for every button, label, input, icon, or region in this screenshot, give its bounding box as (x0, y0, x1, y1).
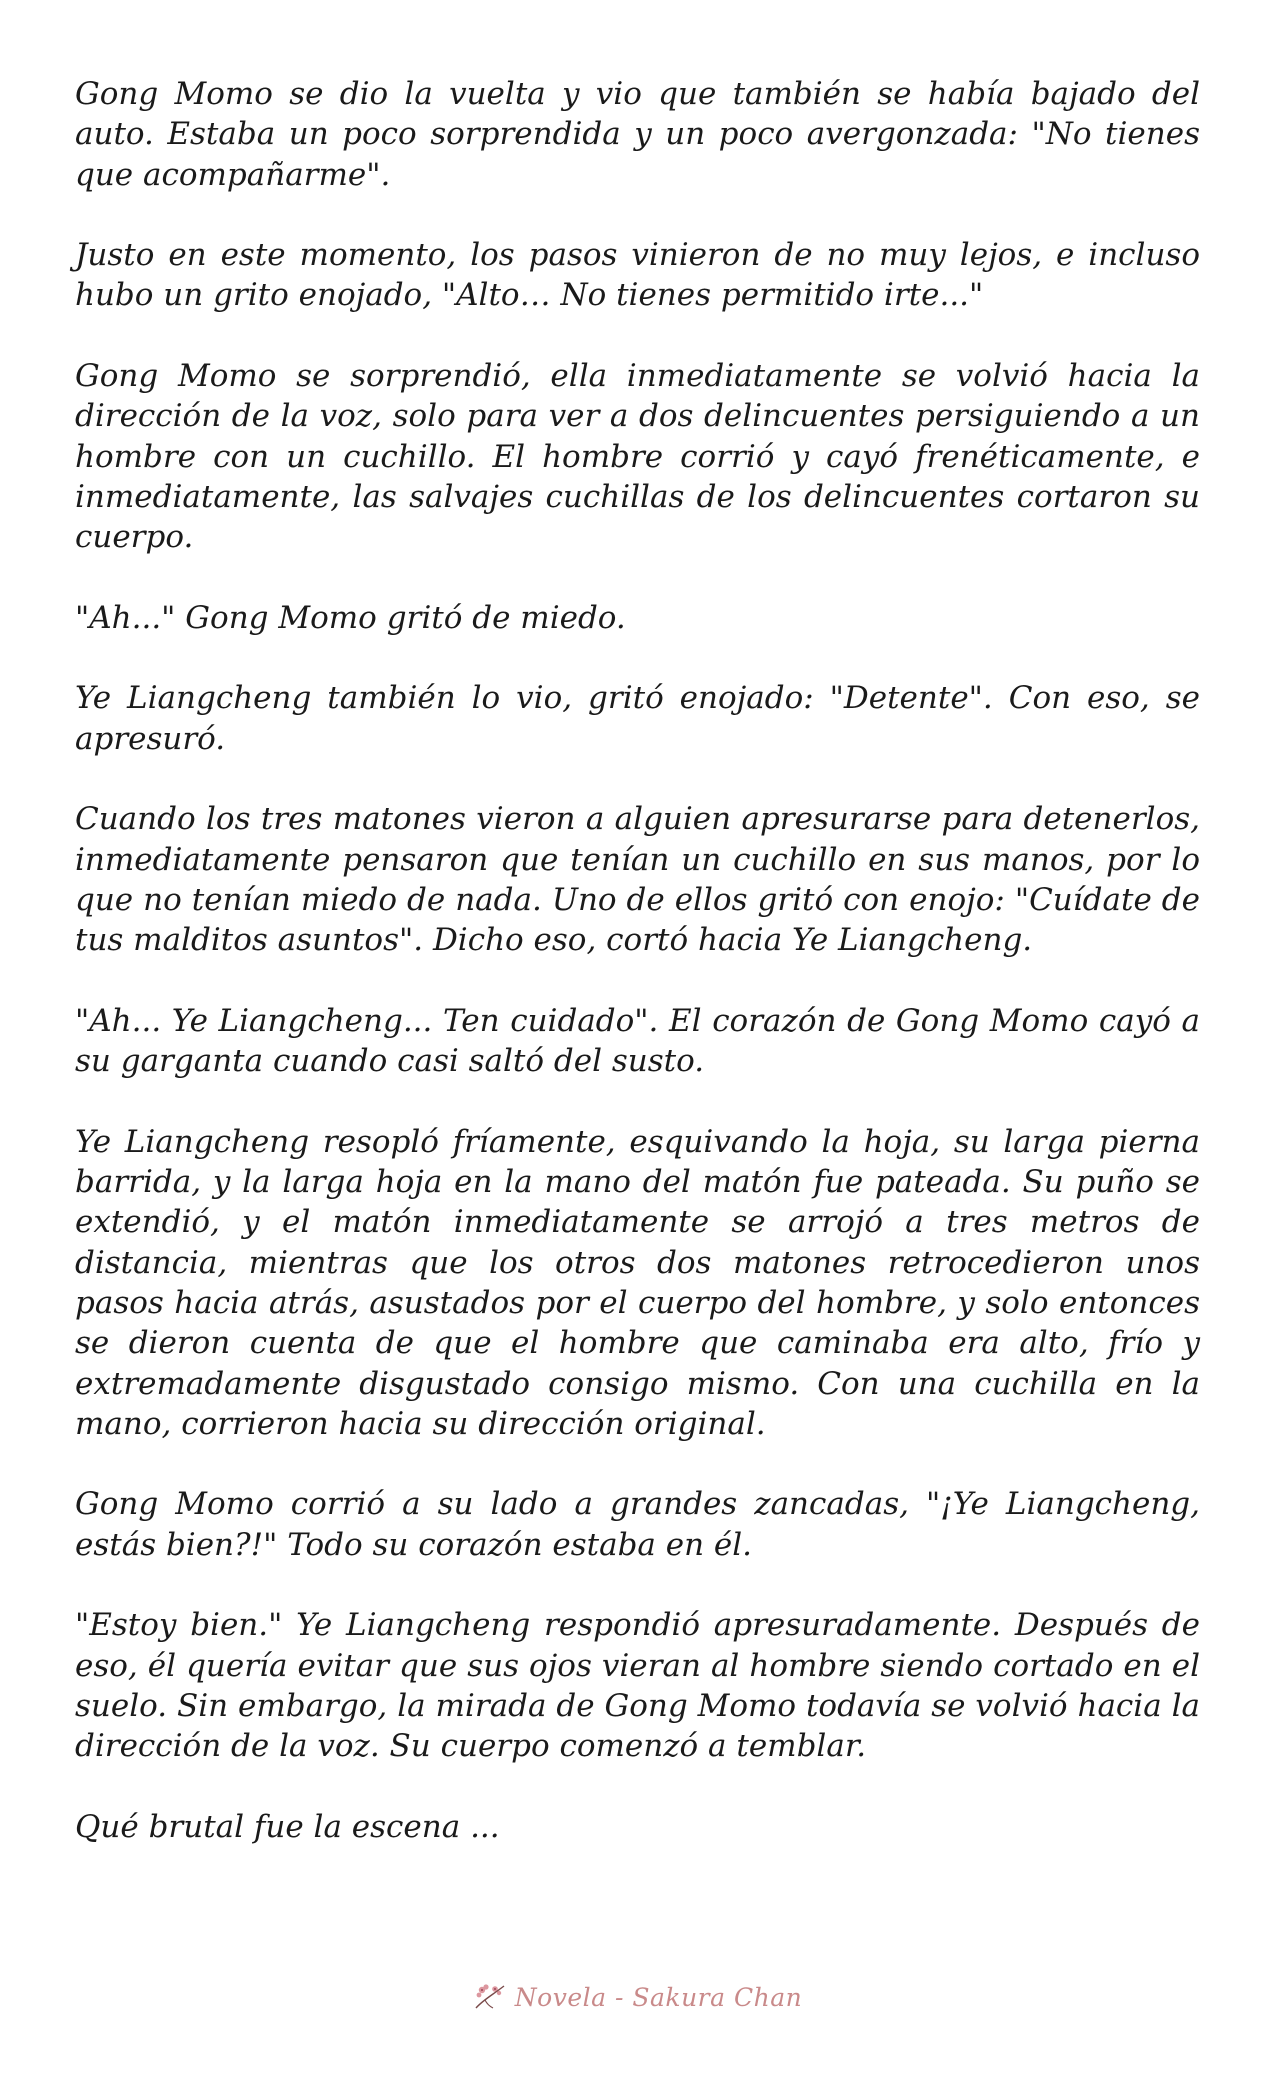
paragraph-8: Ye Liangcheng resopló fríamente, esquivando la hoja, su larga pierna barrida, y la larga hoja en la mano del matón fue pateada. Su puño se extendió, y el matón inmediatamente se arrojó a tres metros de distancia, mientras que los otros dos matones retrocedieron unos pasos hacia atrás, asustados por el cuerpo del hombre, y solo entonces se dieron cuenta de que el hombre que caminaba era alto, frío y extremadamente disgustado consigo mismo. Con una cuchilla en la mano, corrieron hacia su dirección original. (75, 1123, 1200, 1442)
paragraph-10: "Estoy bien." Ye Liangcheng respondió apresuradamente. Después de eso, él quería evitar que sus ojos vieran al hombre siendo cortado en el suelo. Sin embargo, la mirada de Gong Momo todavía se volvió hacia la dirección de la voz. Su cuerpo comenzó a temblar. (75, 1607, 1200, 1765)
paragraph-3: Gong Momo se sorprendió, ella inmediatamente se volvió hacia la dirección de la voz, solo para ver a dos delincuentes persiguiendo a un hombre con un cuchillo. El hombre corrió y cayó frenéticamente, e inmediatamente, las salvajes cuchillas de los delincuentes cortaron su cuerpo. (75, 358, 1200, 556)
footer-label: Novela - Sakura Chan (514, 1983, 803, 2012)
document-body (75, 74, 1200, 1847)
footer-watermark (0, 1982, 1275, 2012)
paragraph-5: Ye Liangcheng también lo vio, gritó enojado: "Detente". Con eso, se apresuró. (75, 680, 1200, 757)
paragraph-1: Gong Momo se dio la vuelta y vio que también se había bajado del auto. Estaba un poco sorprendida y un poco avergonzada: "No tienes que acompañarme". (75, 76, 1200, 193)
paragraph-9: Gong Momo corrió a su lado a grandes zancadas, "¡Ye Liangcheng, estás bien?!" Todo su corazón estaba en él. (75, 1486, 1200, 1563)
paragraph-11: Qué brutal fue la escena ... (75, 1808, 500, 1845)
paragraph-4: "Ah..." Gong Momo gritó de miedo. (75, 599, 626, 636)
paragraph-2: Justo en este momento, los pasos vinieron de no muy lejos, e incluso hubo un grito enojado, "Alto… No tienes permitido irte..." (75, 237, 1200, 314)
paragraph-7: "Ah... Ye Liangcheng... Ten cuidado". El corazón de Gong Momo cayó a su garganta cuando casi saltó del susto. (75, 1002, 1200, 1080)
cherry-blossom-icon (473, 1982, 507, 2012)
paragraph-6: Cuando los tres matones vieron a alguien apresurarse para detenerlos, inmediatamente pensaron que tenían un cuchillo en sus manos, por lo que no tenían miedo de nada. Uno de ellos gritó con enojo: "Cuídate de tus malditos asuntos". Dicho eso, cortó hacia Ye Liangcheng. (75, 801, 1200, 959)
